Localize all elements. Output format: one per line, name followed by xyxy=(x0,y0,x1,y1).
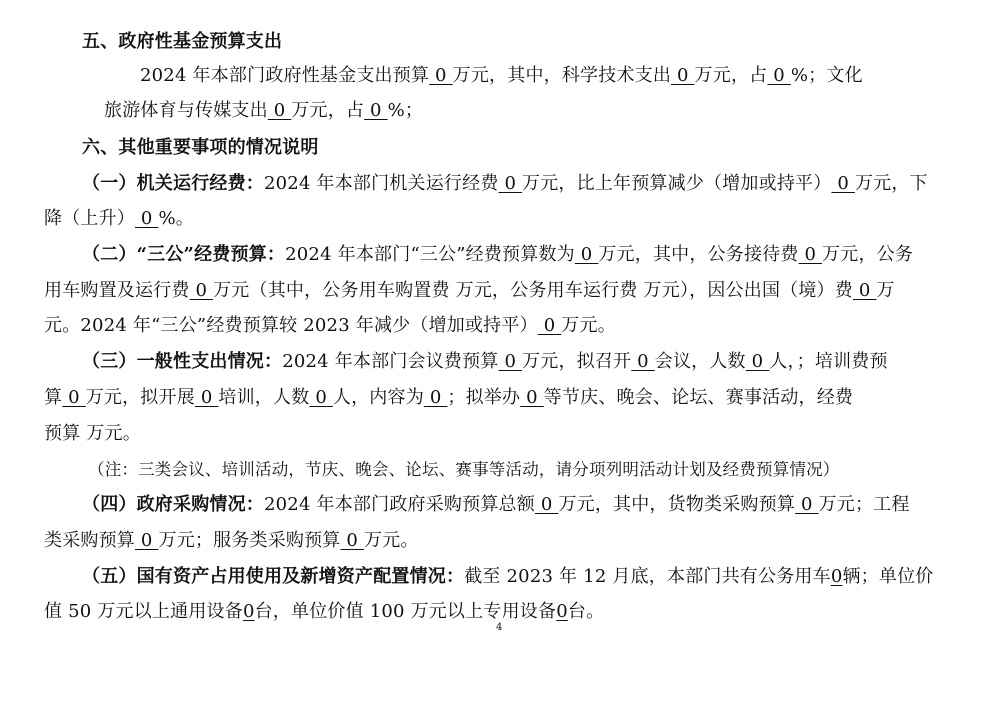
section-5-paragraph-line-2: 旅游体育与传媒支出 0 万元，占 0 %； xyxy=(104,100,424,121)
blank-meeting-count: 0 xyxy=(631,351,655,372)
item-4-title: （四）政府采购情况： xyxy=(82,494,264,515)
blank-reception-cost: 0 xyxy=(798,244,823,265)
blank-meeting-people: 0 xyxy=(745,351,770,372)
item-4-line-2: 类采购预算 0 万元；服务类采购预算 0 万元。 xyxy=(44,530,419,551)
blank-meeting-budget: 0 xyxy=(498,351,523,372)
note-text: （注：三类会议、培训活动，节庆、晚会、论坛、赛事等活动，请分项列明活动计划及经费预算情况） xyxy=(88,460,840,479)
item-2-line-3: 元。2024 年“三公”经费预算较 2023 年减少（增加或持平） 0 万元。 xyxy=(44,315,616,336)
item-1-line-1: （一）机关运行经费：2024 年本部门机关运行经费 0 万元，比上年预算减少（增加或持平） 0 万元，下 xyxy=(82,173,928,194)
blank-vehicle-cost: 0 xyxy=(189,280,214,301)
blank-special-equipment: 0 xyxy=(556,601,568,622)
blank-three-public-total: 0 xyxy=(574,244,599,265)
item-3-line-1: （三）一般性支出情况：2024 年本部门会议费预算 0 万元，拟召开 0 会议，人数 0 人，；培训费预 xyxy=(82,351,888,372)
blank-training-people: 0 xyxy=(309,387,333,408)
blank-culture-percent: 0 xyxy=(364,100,388,121)
section-5-heading: 五、政府性基金预算支出 xyxy=(82,31,283,52)
item-2-title: （二）“三公”经费预算： xyxy=(82,244,286,265)
item-2-line-1: （二）“三公”经费预算：2024 年本部门“三公”经费预算数为 0 万元，其中，公务接待费 0 万元，公务 xyxy=(82,244,914,265)
blank-training-budget: 0 xyxy=(62,387,86,408)
blank-science-spending: 0 xyxy=(671,65,695,86)
item-3-line-2: 算 0 万元，拟开展 0 培训，人数 0 人，内容为 0 ；拟举办 0 等节庆、晚会、论坛、赛事活动，经费 xyxy=(44,387,854,408)
section-6-heading: 六、其他重要事项的情况说明 xyxy=(82,137,319,158)
blank-science-percent: 0 xyxy=(767,65,791,86)
blank-engineering-procurement: 0 xyxy=(135,530,159,551)
blank-training-content: 0 xyxy=(423,387,448,408)
blank-vehicle-count: 0 xyxy=(830,566,843,587)
item-3-title: （三）一般性支出情况： xyxy=(82,351,283,372)
blank-operating-change: 0 xyxy=(831,173,855,194)
item-5-title: （五）国有资产占用使用及新增资产配置情况： xyxy=(82,566,465,587)
blank-general-equipment: 0 xyxy=(242,601,255,622)
blank-training-count: 0 xyxy=(194,387,219,408)
item-5-line-1: （五）国有资产占用使用及新增资产配置情况：截至 2023 年 12 月底，本部门共有公务用车0辆；单位价 xyxy=(82,566,934,587)
item-2-line-2: 用车购置及运行费 0 万元（其中，公务用车购置费 万元，公务用车运行费 万元），因公出国（境）费 0 万 xyxy=(44,280,895,301)
section-5-paragraph-line-1: 2024 年本部门政府性基金支出预算 0 万元，其中，科学技术支出 0 万元，占 0 %；文化 xyxy=(140,65,863,86)
blank-operating-percent: 0 xyxy=(135,208,159,229)
item-3-line-3: 预算 万元。 xyxy=(44,423,141,444)
blank-culture-spending: 0 xyxy=(267,100,292,121)
blank-three-public-change: 0 xyxy=(537,315,562,336)
item-4-line-1: （四）政府采购情况：2024 年本部门政府采购预算总额 0 万元，其中，货物类采购预算 0 万元；工程 xyxy=(82,494,910,515)
blank-service-procurement: 0 xyxy=(340,530,364,551)
blank-goods-procurement: 0 xyxy=(795,494,819,515)
page-number: 4 xyxy=(496,622,503,633)
blank-procurement-total: 0 xyxy=(534,494,559,515)
item-1-title: （一）机关运行经费： xyxy=(82,173,264,194)
blank-fund-budget: 0 xyxy=(429,65,453,86)
blank-event-count: 0 xyxy=(520,387,544,408)
blank-overseas-cost: 0 xyxy=(852,280,877,301)
item-5-line-2: 值 50 万元以上通用设备0台，单位价值 100 万元以上专用设备0台。 xyxy=(44,601,605,622)
blank-operating-cost: 0 xyxy=(498,173,523,194)
item-1-line-2: 降（上升） 0 %。 xyxy=(44,208,195,229)
